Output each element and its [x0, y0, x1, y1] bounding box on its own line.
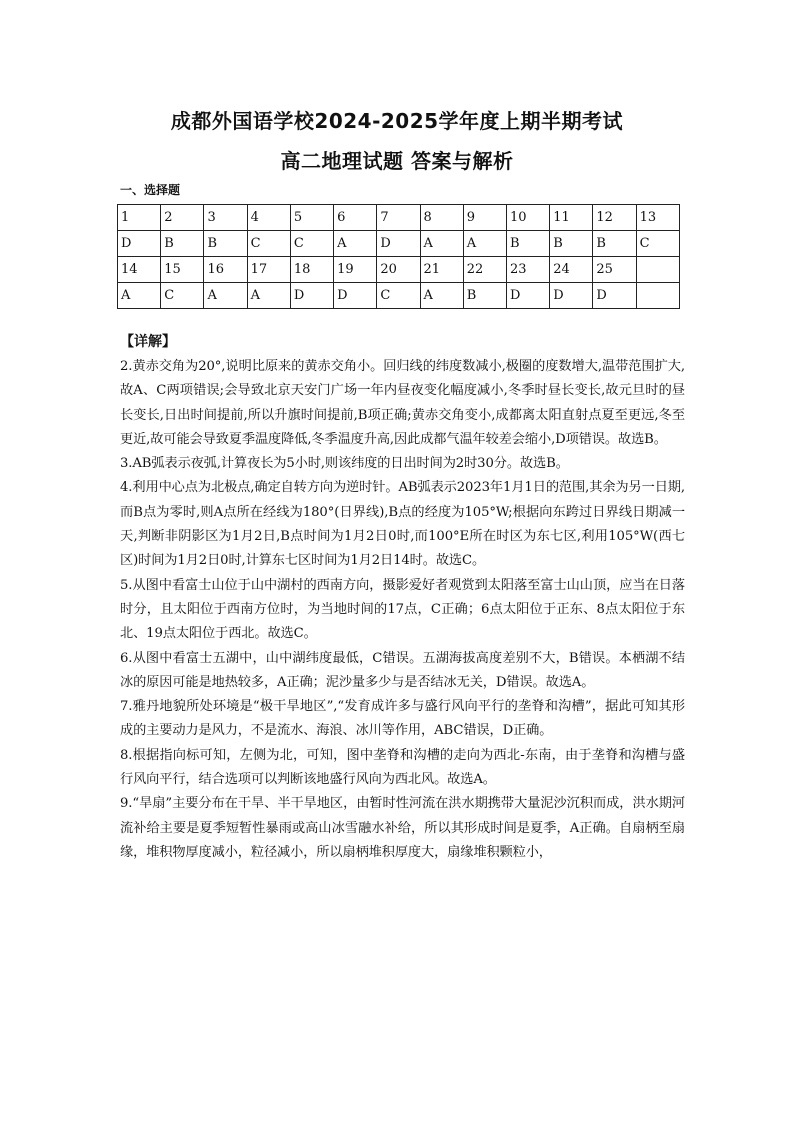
answer-cell: A — [334, 231, 377, 257]
answer-cell: C — [161, 283, 204, 309]
explanation-q2: 2.黄赤交角为20°,说明比原来的黄赤交角小。回归线的纬度数减小,极圈的度数增大,温带范围扩大,故A、C两项错误;会导致北京天安门广场一年内昼夜变化幅度减小,冬季时昼长变长,故元旦时的昼长变长,日出时间提前,所以升旗时间提前,B项正确;黄赤交角变小,成都离太阳直射点夏至更远,冬至更近,故可能会导致夏季温度降低,冬季温度升高,因此成都气温年较差会缩小,D项错误。故选B。 — [120, 359, 685, 447]
question-number-cell: 11 — [550, 205, 593, 231]
answer-cell: D — [118, 231, 161, 257]
question-number-cell: 3 — [204, 205, 247, 231]
answer-cell: D — [377, 231, 420, 257]
question-number-cell: 15 — [161, 257, 204, 283]
answer-cell: B — [204, 231, 247, 257]
question-number-cell: 18 — [290, 257, 333, 283]
question-number-cell: 10 — [506, 205, 549, 231]
answer-cell: D — [550, 283, 593, 309]
question-number-cell: 23 — [506, 257, 549, 283]
answer-cell: D — [334, 283, 377, 309]
question-number-cell: 5 — [290, 205, 333, 231]
question-number-cell: 13 — [636, 205, 679, 231]
answer-cell: A — [247, 283, 290, 309]
explanation-q4: 4.利用中心点为北极点,确定自转方向为逆时针。AB弧表示2023年1月1日的范围,其余为另一日期,而B点为零时,则A点所在经线为180°(日界线),B点的经度为105°W;根据向东跨过日界线日期减一天,判断非阴影区为1月2日,B点时间为1月2日0时,而100°E所在时区为东七区,利用105°W(西七区)时间为1月2日0时,计算东七区时间为1月2日14时。故选C。 — [120, 480, 685, 569]
question-number-cell — [636, 257, 679, 283]
explanation-q6: 6.从图中看富士五湖中，山中湖纬度最低，C错误。五湖海拔高度差别不大，B错误。本栖湖不结冰的原因可能是地热较多，A正确；泥沙量多少与是否结冰无关，D错误。故选A。 — [120, 650, 685, 690]
question-number-cell: 12 — [593, 205, 636, 231]
question-number-cell: 16 — [204, 257, 247, 283]
section-title: 一、选择题 — [120, 183, 181, 197]
page-title: 成都外国语学校2024-2025学年度上期半期考试 — [170, 109, 624, 133]
answer-cell: B — [550, 231, 593, 257]
answer-cell: D — [506, 283, 549, 309]
answer-cell: B — [161, 231, 204, 257]
question-number-cell: 8 — [420, 205, 463, 231]
answer-cell: C — [247, 231, 290, 257]
explanation-q7: 7.雅丹地貌所处环境是“极干旱地区”,“发育成许多与盛行风向平行的垄脊和沟槽”，据此可知其形成的主要动力是风力，不是流水、海浪、冰川等作用，ABC错误，D正确。 — [120, 699, 685, 739]
answer-cell: A — [204, 283, 247, 309]
answer-cell: A — [118, 283, 161, 309]
question-number-cell: 2 — [161, 205, 204, 231]
question-number-cell: 7 — [377, 205, 420, 231]
question-number-cell: 19 — [334, 257, 377, 283]
answer-cell: A — [463, 231, 506, 257]
answer-cell: C — [290, 231, 333, 257]
explanation-q3: 3.AB弧表示夜弧,计算夜长为5小时,则该纬度的日出时间为2时30分。故选B。 — [120, 456, 569, 472]
answer-cell: D — [290, 283, 333, 309]
answer-cell: C — [636, 231, 679, 257]
answer-cell — [636, 283, 679, 309]
answer-table — [117, 204, 680, 309]
question-number-cell: 21 — [420, 257, 463, 283]
question-number-cell: 1 — [118, 205, 161, 231]
answer-cell: B — [593, 231, 636, 257]
explanation-q5: 5.从图中看富士山位于山中湖村的西南方向，摄影爱好者观赏到太阳落至富士山山顶，应当在日落时分，且太阳位于西南方位时，为当地时间的17点，C正确；6点太阳位于正东、8点太阳位于东北、19点太阳位于西北。故选C。 — [120, 577, 685, 642]
explanations — [120, 355, 685, 865]
question-number-cell: 17 — [247, 257, 290, 283]
page-subtitle: 高二地理试题 答案与解析 — [280, 149, 514, 173]
question-number-cell: 4 — [247, 205, 290, 231]
question-number-cell: 9 — [463, 205, 506, 231]
answer-cell: C — [377, 283, 420, 309]
answer-table-row — [118, 257, 680, 283]
answer-cell: B — [506, 231, 549, 257]
answer-table-row — [118, 283, 680, 309]
question-number-cell: 24 — [550, 257, 593, 283]
answer-cell: A — [420, 231, 463, 257]
answer-table-row — [118, 231, 680, 257]
question-number-cell: 20 — [377, 257, 420, 283]
question-number-cell: 22 — [463, 257, 506, 283]
question-number-cell: 14 — [118, 257, 161, 283]
answer-cell: D — [593, 283, 636, 309]
question-number-cell: 6 — [334, 205, 377, 231]
answer-cell: A — [420, 283, 463, 309]
explanation-q8: 8.根据指向标可知，左侧为北，可知，图中垄脊和沟槽的走向为西北-东南，由于垄脊和沟槽与盛行风向平行，结合选项可以判断该地盛行风向为西北风。故选A。 — [120, 747, 685, 788]
answer-cell: B — [463, 283, 506, 309]
question-number-cell: 25 — [593, 257, 636, 283]
answer-table-row — [118, 205, 680, 231]
detail-heading: 【详解】 — [120, 334, 176, 350]
explanation-q9: 9.“旱扇”主要分布在干旱、半干旱地区，由暂时性河流在洪水期携带大量泥沙沉积而成，洪水期河流补给主要是夏季短暂性暴雨或高山冰雪融水补给，所以其形成时间是夏季，A正确。自扇柄至扇缘，堆积物厚度减小，粒径减小，所以扇柄堆积厚度大，扇缘堆积颗粒小， — [120, 796, 685, 860]
